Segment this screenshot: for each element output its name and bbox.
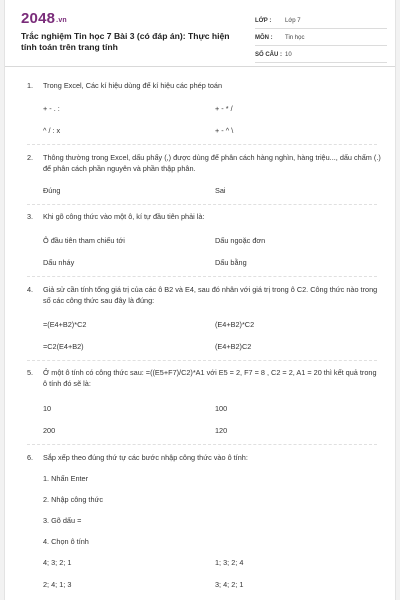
- meta-key: LỚP :: [255, 18, 272, 24]
- question-6: [27, 452, 381, 463]
- question-number: 5.: [27, 368, 34, 377]
- question-3: [27, 211, 381, 222]
- meta-key: SỐ CÂU :: [255, 52, 282, 58]
- meta-key: MÔN :: [255, 35, 273, 41]
- question-2: [27, 152, 381, 174]
- answer-option[interactable]: Đúng: [43, 186, 61, 195]
- answer-option[interactable]: 2; 4; 1; 3: [43, 580, 72, 589]
- question-divider: [27, 144, 377, 145]
- answer-option[interactable]: 10: [43, 404, 52, 413]
- answer-option[interactable]: + - ^ \: [215, 126, 234, 135]
- question-text: Trong Excel, Các kí hiệu dùng để kí hiệu các phép toán: [43, 81, 223, 90]
- question-text: Sắp xếp theo đúng thứ tự các bước nhập công thức vào ô tính:: [43, 453, 248, 462]
- document-page: [4, 0, 396, 600]
- meta-row-class: [255, 14, 387, 29]
- question-5: [27, 367, 381, 389]
- question-divider: [27, 360, 377, 361]
- meta-value: Tin học: [285, 35, 305, 41]
- question-4: [27, 284, 381, 306]
- question-text: Thông thường trong Excel, dấu phẩy (,) được dùng để phân cách hàng nghìn, hàng triệu..., dấu chấm (.) để phân cách phần nguyên và phần thập phân.: [43, 153, 381, 173]
- question-number: 3.: [27, 212, 34, 221]
- answer-option[interactable]: 4; 3; 2; 1: [43, 558, 72, 567]
- question-number: 6.: [27, 453, 34, 462]
- answer-option[interactable]: 200: [43, 426, 56, 435]
- question-text: Ở một ô tính có công thức sau: =((E5+F7)/C2)*A1 với E5 = 2, F7 = 8 , C2 = 2, A1 = 20 thì kết quả trong ô tính đó sẽ là:: [43, 368, 377, 388]
- question-number: 1.: [27, 81, 34, 90]
- site-logo[interactable]: [21, 10, 67, 27]
- meta-row-subject: [255, 31, 387, 46]
- question-number: 4.: [27, 285, 34, 294]
- answer-option[interactable]: + - . :: [43, 104, 60, 113]
- meta-value: 10: [285, 52, 292, 58]
- answer-option[interactable]: 100: [215, 404, 228, 413]
- answer-option[interactable]: 3; 4; 2; 1: [215, 580, 244, 589]
- answer-option[interactable]: Dấu ngoặc đơn: [215, 236, 266, 245]
- answer-option[interactable]: =C2(E4+B2): [43, 342, 84, 351]
- answer-option[interactable]: ^ / : x: [43, 126, 61, 135]
- question-1: [27, 80, 381, 91]
- answer-option[interactable]: Sai: [215, 186, 226, 195]
- page-title: Trắc nghiệm Tin học 7 Bài 3 (có đáp án): Thực hiện tính toán trên trang tính: [21, 31, 230, 52]
- step-item: 1. Nhấn Enter: [43, 474, 89, 483]
- answer-option[interactable]: Dấu nháy: [43, 258, 75, 267]
- logo-suffix: .vn: [56, 17, 67, 24]
- question-text: Giả sử cần tính tổng giá trị của các ô B2 và E4, sau đó nhân với giá trị trong ô C2. Công thức nào trong số các công thức sau đây là đúng:: [43, 285, 378, 305]
- question-divider: [27, 276, 377, 277]
- question-text: Khi gõ công thức vào một ô, kí tự đầu tiên phải là:: [43, 212, 205, 221]
- document-header: [5, 0, 395, 67]
- step-item: 3. Gõ dấu =: [43, 516, 82, 525]
- question-divider: [27, 204, 377, 205]
- answer-option[interactable]: 120: [215, 426, 228, 435]
- meta-row-count: [255, 48, 387, 63]
- step-item: 2. Nhập công thức: [43, 495, 104, 504]
- answer-option[interactable]: 1; 3; 2; 4: [215, 558, 244, 567]
- meta-value: Lớp 7: [285, 18, 301, 24]
- step-item: 4. Chọn ô tính: [43, 537, 89, 546]
- answer-option[interactable]: (E4+B2)C2: [215, 342, 252, 351]
- question-divider: [27, 444, 377, 445]
- answer-option[interactable]: Ô đầu tiên tham chiếu tới: [43, 236, 125, 245]
- answer-option[interactable]: =(E4+B2)*C2: [43, 320, 87, 329]
- meta-table: [255, 14, 387, 65]
- answer-option[interactable]: (E4+B2)*C2: [215, 320, 255, 329]
- answer-option[interactable]: + - * /: [215, 104, 233, 113]
- question-number: 2.: [27, 153, 34, 162]
- logo-text: 2048: [21, 10, 56, 27]
- answer-option[interactable]: Dấu bằng: [215, 258, 247, 267]
